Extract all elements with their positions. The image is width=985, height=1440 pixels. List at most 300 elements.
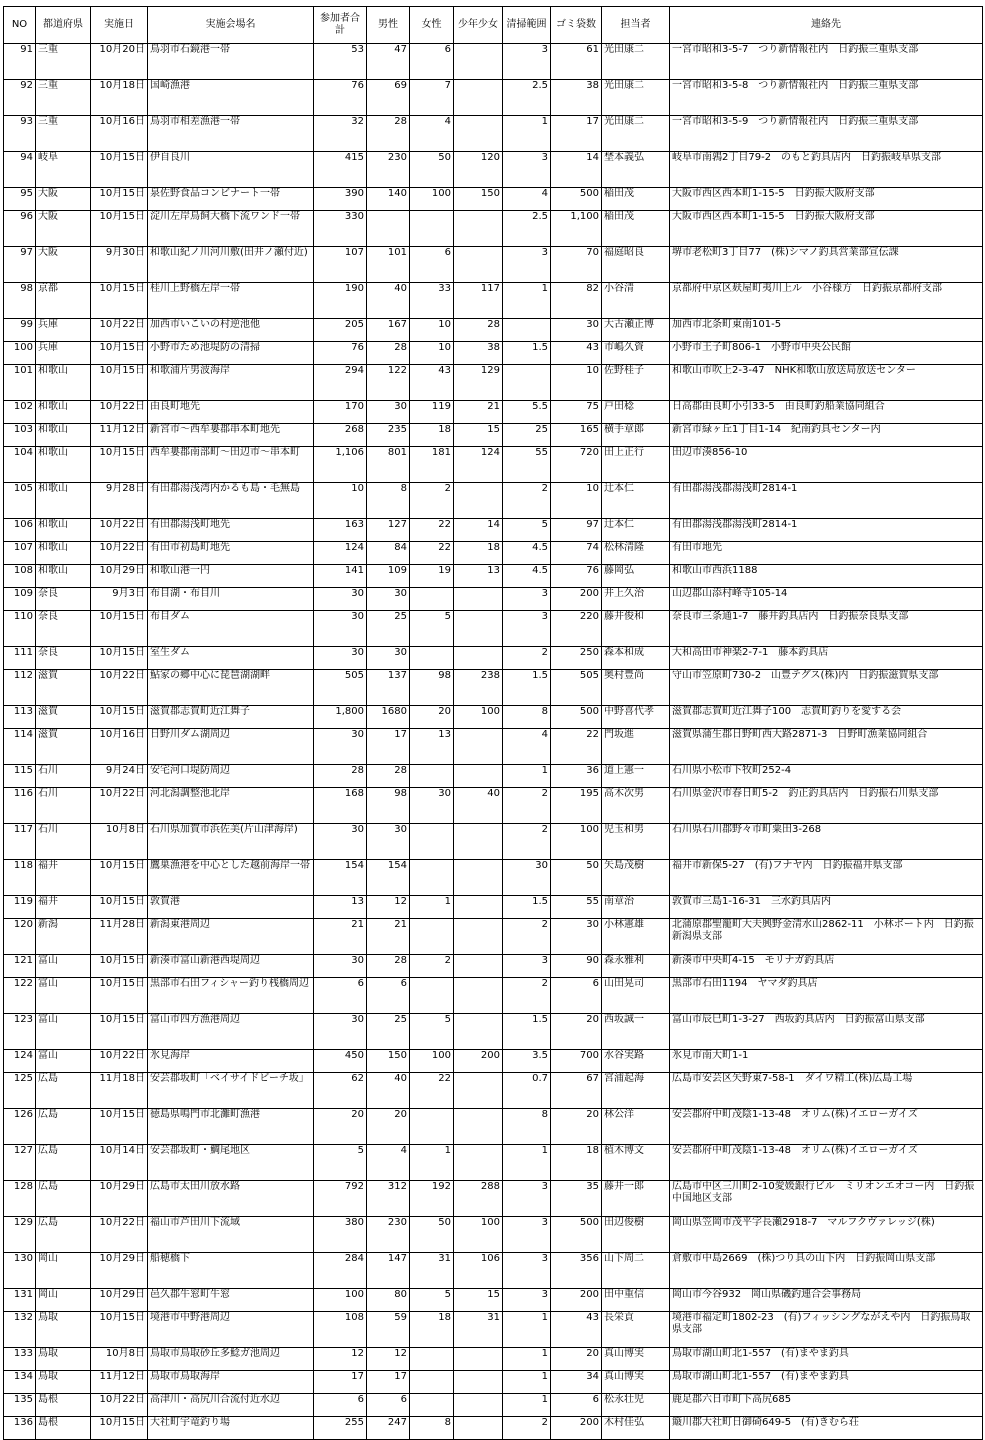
cell-bags: 10 xyxy=(551,365,602,401)
cell-venue: 泉佐野食品コンビナート一帯 xyxy=(148,188,314,211)
cell-date: 10月15日 xyxy=(91,283,148,319)
cell-contact-person: 山下周二 xyxy=(602,1253,670,1289)
cell-youth: 38 xyxy=(454,342,503,365)
col-header-contact-address: 連絡先 xyxy=(670,7,983,44)
cell-contact-address: 大阪市西区西本町1-15-5 日釣振大阪府支部 xyxy=(670,188,983,211)
cell-contact-address: 守山市笠原町730-2 山豊テグス(株)内 日釣振滋賀県支部 xyxy=(670,670,983,706)
cell-prefecture: 富山 xyxy=(36,978,91,1014)
cell-total: 6 xyxy=(314,1394,367,1417)
cell-area: 2 xyxy=(503,978,551,1014)
cell-female: 2 xyxy=(410,483,454,519)
table-row xyxy=(4,1371,983,1394)
cell-youth xyxy=(454,765,503,788)
cell-female: 8 xyxy=(410,1417,454,1440)
cell-date: 10月15日 xyxy=(91,1312,148,1348)
cell-female xyxy=(410,1348,454,1371)
cell-total: 10 xyxy=(314,483,367,519)
cell-venue: 滋賀郡志賀町近江舞子 xyxy=(148,706,314,729)
cell-no: 96 xyxy=(4,211,36,247)
cell-prefecture: 島根 xyxy=(36,1417,91,1440)
cell-contact-person: 稲田茂 xyxy=(602,188,670,211)
cell-bags: 75 xyxy=(551,401,602,424)
cell-no: 121 xyxy=(4,955,36,978)
cell-prefecture: 福井 xyxy=(36,896,91,919)
cell-date: 10月22日 xyxy=(91,1394,148,1417)
cell-youth xyxy=(454,1109,503,1145)
cell-venue: 日野川ダム湖周辺 xyxy=(148,729,314,765)
cell-no: 103 xyxy=(4,424,36,447)
cell-female: 4 xyxy=(410,116,454,152)
cell-youth: 40 xyxy=(454,788,503,824)
cell-male xyxy=(367,211,410,247)
cell-contact-address: 一宮市昭和3-5-9 つり新情報社内 日釣振三重県支部 xyxy=(670,116,983,152)
cell-contact-address: 滋賀郡志賀町近江舞子100 志賀町釣りを愛する会 xyxy=(670,706,983,729)
cell-date: 10月20日 xyxy=(91,44,148,80)
cell-date: 10月15日 xyxy=(91,1014,148,1050)
cell-contact-person: 藤岡弘 xyxy=(602,565,670,588)
cell-youth: 129 xyxy=(454,365,503,401)
table-row xyxy=(4,588,983,611)
cell-total: 294 xyxy=(314,365,367,401)
cell-area: 1 xyxy=(503,1348,551,1371)
cell-male: 140 xyxy=(367,188,410,211)
cell-area: 2 xyxy=(503,919,551,955)
cell-female: 10 xyxy=(410,342,454,365)
cell-contact-address: 大和高田市神楽2-7-1 藤本釣具店 xyxy=(670,647,983,670)
table-row xyxy=(4,1394,983,1417)
cell-no: 97 xyxy=(4,247,36,283)
cell-prefecture: 石川 xyxy=(36,824,91,860)
table-row xyxy=(4,611,983,647)
cell-youth: 15 xyxy=(454,1289,503,1312)
cell-contact-address: 黒部市石田1194 ヤマダ釣具店 xyxy=(670,978,983,1014)
cell-female: 5 xyxy=(410,1289,454,1312)
cell-date: 10月22日 xyxy=(91,519,148,542)
cell-total: 163 xyxy=(314,519,367,542)
cell-bags: 30 xyxy=(551,919,602,955)
cell-contact-person: 植木博文 xyxy=(602,1145,670,1181)
cell-prefecture: 広島 xyxy=(36,1109,91,1145)
table-row xyxy=(4,188,983,211)
cell-date: 10月8日 xyxy=(91,1348,148,1371)
table-row xyxy=(4,1050,983,1073)
cell-date: 10月16日 xyxy=(91,729,148,765)
cell-no: 123 xyxy=(4,1014,36,1050)
cell-youth xyxy=(454,611,503,647)
cell-total: 13 xyxy=(314,896,367,919)
cell-youth xyxy=(454,1394,503,1417)
cell-contact-person: 光田康二 xyxy=(602,116,670,152)
cell-youth xyxy=(454,247,503,283)
cell-contact-address: 広島市中区三川町2-10愛媛銀行ビル ミリオンエオコー内 日釣振中国地区支部 xyxy=(670,1181,983,1217)
cell-prefecture: 和歌山 xyxy=(36,519,91,542)
cell-date: 10月22日 xyxy=(91,401,148,424)
cell-contact-person: 長栄貢 xyxy=(602,1312,670,1348)
cell-female xyxy=(410,211,454,247)
cell-bags: 500 xyxy=(551,1217,602,1253)
cell-male: 28 xyxy=(367,955,410,978)
table-row xyxy=(4,647,983,670)
table-row xyxy=(4,211,983,247)
cell-no: 114 xyxy=(4,729,36,765)
cell-area: 4 xyxy=(503,729,551,765)
cell-female xyxy=(410,588,454,611)
cell-youth: 18 xyxy=(454,542,503,565)
col-header-female: 女性 xyxy=(410,7,454,44)
cell-female: 98 xyxy=(410,670,454,706)
table-row xyxy=(4,670,983,706)
cell-prefecture: 和歌山 xyxy=(36,424,91,447)
cell-venue: 鳥取市鳥取海岸 xyxy=(148,1371,314,1394)
cell-total: 190 xyxy=(314,283,367,319)
table-row xyxy=(4,542,983,565)
cell-contact-person: 藤井俊和 xyxy=(602,611,670,647)
cell-total: 268 xyxy=(314,424,367,447)
cell-male: 127 xyxy=(367,519,410,542)
cell-no: 113 xyxy=(4,706,36,729)
cell-bags: 500 xyxy=(551,188,602,211)
cell-male: 137 xyxy=(367,670,410,706)
cell-venue: 鳥羽市相差漁港一帯 xyxy=(148,116,314,152)
cell-venue: 船穂橋下 xyxy=(148,1253,314,1289)
cell-contact-address: 鳥取市湖山町北1-557 (有)まやま釣具 xyxy=(670,1371,983,1394)
cell-bags: 43 xyxy=(551,1312,602,1348)
cell-date: 10月15日 xyxy=(91,365,148,401)
cell-total: 17 xyxy=(314,1371,367,1394)
cell-female: 6 xyxy=(410,44,454,80)
cell-female: 2 xyxy=(410,955,454,978)
cell-contact-address: 安芸郡府中町茂陰1-13-48 オリム(株)イエローガイズ xyxy=(670,1109,983,1145)
cell-contact-person: 真山博実 xyxy=(602,1371,670,1394)
cell-total: 284 xyxy=(314,1253,367,1289)
cell-prefecture: 奈良 xyxy=(36,611,91,647)
cell-prefecture: 新潟 xyxy=(36,919,91,955)
cell-area: 2.5 xyxy=(503,211,551,247)
cell-area: 8 xyxy=(503,1109,551,1145)
col-header-male: 男性 xyxy=(367,7,410,44)
cell-no: 109 xyxy=(4,588,36,611)
cell-bags: 22 xyxy=(551,729,602,765)
cell-area: 3 xyxy=(503,1289,551,1312)
cell-male: 147 xyxy=(367,1253,410,1289)
cell-female: 50 xyxy=(410,1217,454,1253)
cell-bags: 90 xyxy=(551,955,602,978)
cell-bags: 36 xyxy=(551,765,602,788)
cell-youth: 150 xyxy=(454,188,503,211)
cell-female: 1 xyxy=(410,1145,454,1181)
cell-contact-address: 新湊市中央町4-15 モリナガ釣具店 xyxy=(670,955,983,978)
cell-total: 6 xyxy=(314,978,367,1014)
cell-contact-person: 福庭昭良 xyxy=(602,247,670,283)
cell-male: 47 xyxy=(367,44,410,80)
cell-venue: 富山市四方漁港周辺 xyxy=(148,1014,314,1050)
cell-contact-person: 田中重信 xyxy=(602,1289,670,1312)
cell-male: 30 xyxy=(367,401,410,424)
cell-contact-person: 松林清隆 xyxy=(602,542,670,565)
cell-contact-person: 高木次男 xyxy=(602,788,670,824)
table-row xyxy=(4,1181,983,1217)
cell-contact-address: 石川県石川郡野々市町粟田3-268 xyxy=(670,824,983,860)
cell-venue: 有田市初島町地先 xyxy=(148,542,314,565)
cell-date: 10月16日 xyxy=(91,116,148,152)
cell-no: 129 xyxy=(4,1217,36,1253)
cell-youth: 13 xyxy=(454,565,503,588)
cell-prefecture: 石川 xyxy=(36,765,91,788)
cell-youth: 288 xyxy=(454,1181,503,1217)
cell-venue: 氷見海岸 xyxy=(148,1050,314,1073)
cell-total: 124 xyxy=(314,542,367,565)
cell-venue: 布目ダム xyxy=(148,611,314,647)
cell-contact-person: 南章治 xyxy=(602,896,670,919)
cell-no: 98 xyxy=(4,283,36,319)
cell-area: 3 xyxy=(503,152,551,188)
cell-contact-person: 佐野桂子 xyxy=(602,365,670,401)
cell-venue: 国崎漁港 xyxy=(148,80,314,116)
cell-contact-person: 松永壮児 xyxy=(602,1394,670,1417)
cell-male: 40 xyxy=(367,283,410,319)
cell-venue: 高津川・高尻川合流付近水辺 xyxy=(148,1394,314,1417)
cell-prefecture: 大阪 xyxy=(36,188,91,211)
cell-venue: 由良町地先 xyxy=(148,401,314,424)
cell-total: 170 xyxy=(314,401,367,424)
cell-youth: 28 xyxy=(454,319,503,342)
cell-date: 10月29日 xyxy=(91,1253,148,1289)
cell-youth xyxy=(454,1014,503,1050)
cell-female: 100 xyxy=(410,1050,454,1073)
cell-contact-person: 西坂誠一 xyxy=(602,1014,670,1050)
cell-no: 127 xyxy=(4,1145,36,1181)
cell-male: 230 xyxy=(367,152,410,188)
cell-male: 20 xyxy=(367,1109,410,1145)
cell-male: 6 xyxy=(367,1394,410,1417)
cell-female: 13 xyxy=(410,729,454,765)
cell-no: 100 xyxy=(4,342,36,365)
cell-date: 10月22日 xyxy=(91,788,148,824)
cell-youth xyxy=(454,1371,503,1394)
cell-youth xyxy=(454,919,503,955)
cell-prefecture: 滋賀 xyxy=(36,670,91,706)
cell-male: 247 xyxy=(367,1417,410,1440)
cell-bags: 20 xyxy=(551,1348,602,1371)
cell-youth: 238 xyxy=(454,670,503,706)
cell-area: 2 xyxy=(503,824,551,860)
cell-contact-person: 木村佳弘 xyxy=(602,1417,670,1440)
table-row xyxy=(4,319,983,342)
table-row xyxy=(4,483,983,519)
cell-contact-address: 奈良市三条通1-7 藤井釣具店内 日釣振奈良県支部 xyxy=(670,611,983,647)
cell-no: 131 xyxy=(4,1289,36,1312)
col-header-date: 実施日 xyxy=(91,7,148,44)
cell-male: 6 xyxy=(367,978,410,1014)
cell-bags: 10 xyxy=(551,483,602,519)
cell-female xyxy=(410,978,454,1014)
cell-total: 30 xyxy=(314,729,367,765)
cell-date: 10月15日 xyxy=(91,211,148,247)
cell-male: 235 xyxy=(367,424,410,447)
cell-date: 10月15日 xyxy=(91,647,148,670)
cell-date: 10月29日 xyxy=(91,1181,148,1217)
cell-no: 128 xyxy=(4,1181,36,1217)
table-row xyxy=(4,283,983,319)
cell-bags: 20 xyxy=(551,1014,602,1050)
cell-venue: 淀川左岸鳥飼大橋下流ワンド一帯 xyxy=(148,211,314,247)
cell-area: 8 xyxy=(503,706,551,729)
header-row xyxy=(4,7,983,44)
cell-youth xyxy=(454,978,503,1014)
cell-total: 330 xyxy=(314,211,367,247)
cell-no: 105 xyxy=(4,483,36,519)
cell-prefecture: 富山 xyxy=(36,1050,91,1073)
cell-bags: 74 xyxy=(551,542,602,565)
cell-prefecture: 和歌山 xyxy=(36,483,91,519)
cell-female: 33 xyxy=(410,283,454,319)
cell-male: 154 xyxy=(367,860,410,896)
cell-no: 94 xyxy=(4,152,36,188)
cell-prefecture: 奈良 xyxy=(36,647,91,670)
cell-total: 255 xyxy=(314,1417,367,1440)
cell-male: 4 xyxy=(367,1145,410,1181)
cell-youth xyxy=(454,860,503,896)
cell-male: 101 xyxy=(367,247,410,283)
cell-venue: 和歌山紀ノ川河川敷(田井ノ瀬付近) xyxy=(148,247,314,283)
cell-contact-person: 光田康二 xyxy=(602,44,670,80)
cell-venue: 有田郡湯浅湾内かるも島・毛無島 xyxy=(148,483,314,519)
cell-male: 69 xyxy=(367,80,410,116)
cell-youth: 21 xyxy=(454,401,503,424)
cell-date: 10月15日 xyxy=(91,1109,148,1145)
cell-female xyxy=(410,765,454,788)
cell-female: 31 xyxy=(410,1253,454,1289)
cell-male: 17 xyxy=(367,1371,410,1394)
cell-prefecture: 三重 xyxy=(36,80,91,116)
cell-bags: 200 xyxy=(551,588,602,611)
cell-total: 30 xyxy=(314,955,367,978)
cell-contact-person: 門坂進 xyxy=(602,729,670,765)
table-row xyxy=(4,1109,983,1145)
cell-prefecture: 大阪 xyxy=(36,211,91,247)
cell-no: 93 xyxy=(4,116,36,152)
cell-youth xyxy=(454,647,503,670)
cell-contact-address: 岡山県笠岡市茂平字長瀬2918-7 マルフクヴァレッジ(株) xyxy=(670,1217,983,1253)
cell-total: 30 xyxy=(314,824,367,860)
cell-female: 22 xyxy=(410,519,454,542)
table-row xyxy=(4,44,983,80)
cell-area: 3 xyxy=(503,247,551,283)
cell-total: 100 xyxy=(314,1289,367,1312)
cell-contact-address: 大阪市西区西本町1-15-5 日釣振大阪府支部 xyxy=(670,211,983,247)
cell-no: 95 xyxy=(4,188,36,211)
cell-male: 1680 xyxy=(367,706,410,729)
cell-area: 1.5 xyxy=(503,1014,551,1050)
cell-contact-address: 堺市老松町3丁目77 (株)シマノ釣具営業部宣伝課 xyxy=(670,247,983,283)
cell-contact-address: 安芸郡府中町茂陰1-13-48 オリム(株)イエローガイズ xyxy=(670,1145,983,1181)
cell-venue: 敦賀港 xyxy=(148,896,314,919)
cell-area: 1 xyxy=(503,1371,551,1394)
cell-prefecture: 京都 xyxy=(36,283,91,319)
cell-no: 132 xyxy=(4,1312,36,1348)
table-row xyxy=(4,1073,983,1109)
cell-prefecture: 和歌山 xyxy=(36,565,91,588)
cell-youth xyxy=(454,588,503,611)
table-row xyxy=(4,896,983,919)
cell-male: 25 xyxy=(367,611,410,647)
cell-no: 135 xyxy=(4,1394,36,1417)
cell-prefecture: 和歌山 xyxy=(36,365,91,401)
cell-contact-address: 岐阜市南鶉2丁目79-2 のもと釣具店内 日釣振岐阜県支部 xyxy=(670,152,983,188)
cell-date: 10月15日 xyxy=(91,1417,148,1440)
cell-male: 40 xyxy=(367,1073,410,1109)
cell-no: 130 xyxy=(4,1253,36,1289)
cell-contact-address: 和歌山市吹上2-3-47 NHK和歌山放送局放送センター xyxy=(670,365,983,401)
cell-venue: 有田郡湯浅町地先 xyxy=(148,519,314,542)
table-row xyxy=(4,401,983,424)
cell-contact-address: 小野市王子町806-1 小野市中央公民館 xyxy=(670,342,983,365)
cell-total: 380 xyxy=(314,1217,367,1253)
cell-contact-address: 鳥取市湖山町北1-557 (有)まやま釣具 xyxy=(670,1348,983,1371)
cell-contact-person: 矢島茂樹 xyxy=(602,860,670,896)
cell-youth xyxy=(454,80,503,116)
cell-prefecture: 富山 xyxy=(36,955,91,978)
table-row xyxy=(4,788,983,824)
cell-female: 43 xyxy=(410,365,454,401)
cell-total: 30 xyxy=(314,588,367,611)
cell-youth xyxy=(454,955,503,978)
cell-female: 22 xyxy=(410,1073,454,1109)
cell-contact-person: 小林憲雄 xyxy=(602,919,670,955)
cell-venue: 邑久郡牛窓町牛窓 xyxy=(148,1289,314,1312)
cell-total: 168 xyxy=(314,788,367,824)
cell-youth xyxy=(454,44,503,80)
cell-date: 10月15日 xyxy=(91,447,148,483)
cell-male: 801 xyxy=(367,447,410,483)
cell-date: 10月15日 xyxy=(91,955,148,978)
cell-venue: 安芸郡坂町・鯛尾地区 xyxy=(148,1145,314,1181)
cell-no: 102 xyxy=(4,401,36,424)
cell-date: 10月29日 xyxy=(91,565,148,588)
cell-bags: 14 xyxy=(551,152,602,188)
cleanup-events-table xyxy=(3,6,983,1440)
table-row xyxy=(4,1348,983,1371)
cell-bags: 35 xyxy=(551,1181,602,1217)
cell-area: 55 xyxy=(503,447,551,483)
cell-prefecture: 岡山 xyxy=(36,1289,91,1312)
cell-youth xyxy=(454,1073,503,1109)
cell-bags: 38 xyxy=(551,80,602,116)
cell-youth xyxy=(454,1417,503,1440)
cell-total: 505 xyxy=(314,670,367,706)
cell-area: 1.5 xyxy=(503,896,551,919)
cell-prefecture: 奈良 xyxy=(36,588,91,611)
cell-venue: 鷹巣漁港を中心とした越前海岸一帯 xyxy=(148,860,314,896)
cell-venue: 鳥羽市石鏡港一帯 xyxy=(148,44,314,80)
cell-male: 312 xyxy=(367,1181,410,1217)
cell-bags: 250 xyxy=(551,647,602,670)
cell-date: 11月12日 xyxy=(91,1371,148,1394)
cell-contact-person: 戸田稔 xyxy=(602,401,670,424)
cell-venue: 新宮市～西牟婁郡串本町地先 xyxy=(148,424,314,447)
cell-no: 111 xyxy=(4,647,36,670)
cell-venue: 河北潟調整池北岸 xyxy=(148,788,314,824)
col-header-venue: 実施会場名 xyxy=(148,7,314,44)
cell-venue: 和歌山港一円 xyxy=(148,565,314,588)
cell-contact-address: 京都府中京区麸屋町夷川上ル 小谷様方 日釣振京都府支部 xyxy=(670,283,983,319)
cell-female xyxy=(410,1371,454,1394)
cell-contact-address: 一宮市昭和3-5-8 つり新情報社内 日釣振三重県支部 xyxy=(670,80,983,116)
cell-area: 1 xyxy=(503,283,551,319)
cell-total: 1,800 xyxy=(314,706,367,729)
cell-no: 106 xyxy=(4,519,36,542)
cell-prefecture: 鳥取 xyxy=(36,1371,91,1394)
